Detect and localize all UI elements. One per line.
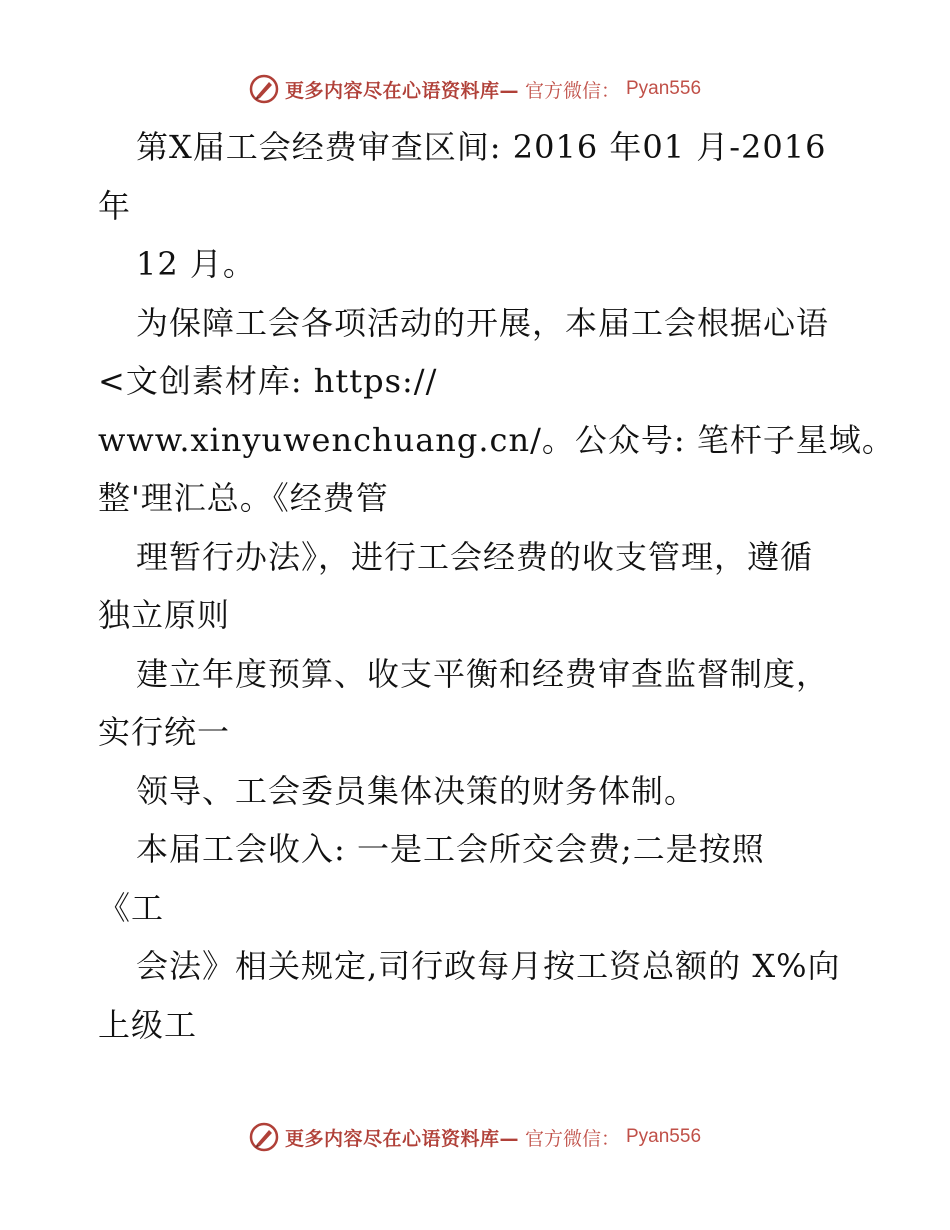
text-line: 上级工 [98,1005,198,1044]
text-line: <文创素材库: https:// [98,362,438,400]
pen-logo-icon [249,1122,279,1152]
watermark-footer [0,1122,950,1152]
watermark-text: 更多内容尽在心语资料库— [284,1127,519,1150]
text-line: 本届工会收入: 一是工会所交会费;二是按照 [136,830,765,868]
text-line: 实行统一 [98,713,231,751]
text-line: 领导、工会委员集体决策的财务体制。 [136,771,698,810]
text-line: 《工 [98,888,165,927]
text-line: 建立年度预算、收支平衡和经费审查监督制度， [136,654,830,693]
text-line: 12 月。 [136,245,256,283]
watermark-header [0,74,950,104]
watermark-id: Pyan556 [626,78,702,99]
text-line: 会法》相关规定,司行政每月按工资总额的 X%向 [136,947,841,985]
document-body [98,118,895,1054]
text-line: 年 [98,186,132,225]
watermark-label: 官方微信： [524,1127,620,1150]
watermark-text: 更多内容尽在心语资料库— [284,79,519,102]
text-line: www.xinyuwenchuang.cn/。公众号: 笔杆子星域。 [98,420,895,459]
text-line: 独立原则 [98,596,231,634]
text-line: 理暂行办法》，进行工会经费的收支管理，遵循 [136,537,814,576]
watermark-label: 官方微信： [524,79,620,102]
text-line: 为保障工会各项活动的开展，本届工会根据心语 [136,303,830,342]
text-line: 第X届工会经费审查区间: 2016 年01 月-2016 [136,128,827,166]
pen-logo-icon [249,74,279,104]
text-line: 整'理汇总。《经费管 [98,479,389,517]
watermark-id: Pyan556 [626,1126,702,1147]
